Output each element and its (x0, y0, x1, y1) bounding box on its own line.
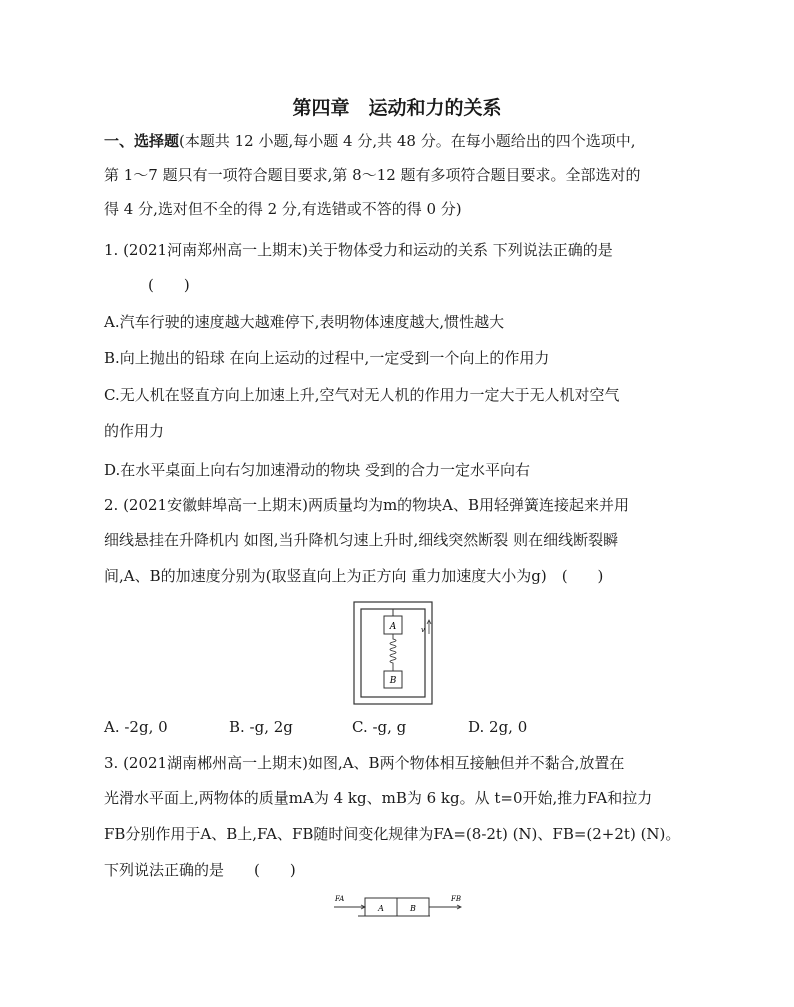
q1-option-d: D.在水平桌面上向右匀加速滑动的物块 受到的合力一定水平向右 (104, 461, 531, 479)
block-a-label: A (389, 622, 397, 632)
elevator-figure (353, 601, 435, 707)
q3-stem-line-1: 3. (2021湖南郴州高一上期末)如图,A、B两个物体相互接触但并不黏合,放置在 (104, 754, 625, 772)
q1-stem: 1. (2021河南郑州高一上期末)关于物体受力和运动的关系 下列说法正确的是 (104, 241, 613, 259)
q3-stem-line-2: 光滑水平面上,两物体的质量mA为 4 kg、mB为 6 kg。从 t=0开始,推力FA和拉力 (104, 789, 653, 807)
q2-option-b: B. -g, 2g (229, 718, 293, 736)
chapter-title: 第四章 运动和力的关系 (292, 97, 502, 119)
q2-option-c: C. -g, g (352, 718, 407, 736)
block-b-label: B (389, 676, 397, 686)
section-intro-line-1 (104, 131, 636, 151)
q2-option-d: D. 2g, 0 (468, 718, 528, 736)
q3-stem-line-3: FB分别作用于A、B上,FA、FB随时间变化规律为FA=(8-2t) (N)、FB=(2+2t) (N)。 (104, 825, 681, 843)
q2-stem-line-2: 细线悬挂在升降机内 如图,当升降机匀速上升时,细线突然断裂 则在细线断裂瞬 (104, 531, 619, 549)
section-intro-line-2: 第 1～7 题只有一项符合题目要求,第 8～12 题有多项符合题目要求。全部选对的 (104, 166, 641, 184)
q1-option-b: B.向上抛出的铅球 在向上运动的过程中,一定受到一个向上的作用力 (104, 349, 550, 367)
block-a-label: A (378, 904, 384, 913)
section-intro-text: (本题共 12 小题,每小题 4 分,共 48 分。在每小题给出的四个选项中, (179, 132, 636, 150)
q1-option-c: C.无人机在竖直方向上加速上升,空气对无人机的作用力一定大于无人机对空气 (104, 386, 620, 404)
q1-answer-blank: ( ) (148, 276, 190, 294)
q2-stem-line-3: 间,A、B的加速度分别为(取竖直向上为正方向 重力加速度大小为g) ( ) (104, 567, 604, 585)
section-heading: 一、选择题 (104, 132, 180, 150)
q1-option-c-cont: 的作用力 (104, 422, 165, 440)
q3-stem-line-4: 下列说法正确的是 ( ) (104, 861, 296, 879)
velocity-label: v (421, 626, 425, 634)
force-b-label: FB (451, 895, 462, 903)
q1-option-a: A.汽车行驶的速度越大越难停下,表明物体速度越大,惯性越大 (104, 313, 505, 331)
force-a-label: FA (335, 895, 345, 903)
section-intro-line-3: 得 4 分,选对但不全的得 2 分,有选错或不答的得 0 分) (104, 200, 462, 218)
q2-stem-line-1: 2. (2021安徽蚌埠高一上期末)两质量均为m的物块A、B用轻弹簧连接起来并用 (104, 496, 630, 514)
block-b-label: B (410, 904, 416, 913)
spring (390, 634, 396, 671)
q2-option-a: A. -2g, 0 (104, 718, 168, 736)
blocks-figure (330, 889, 470, 919)
